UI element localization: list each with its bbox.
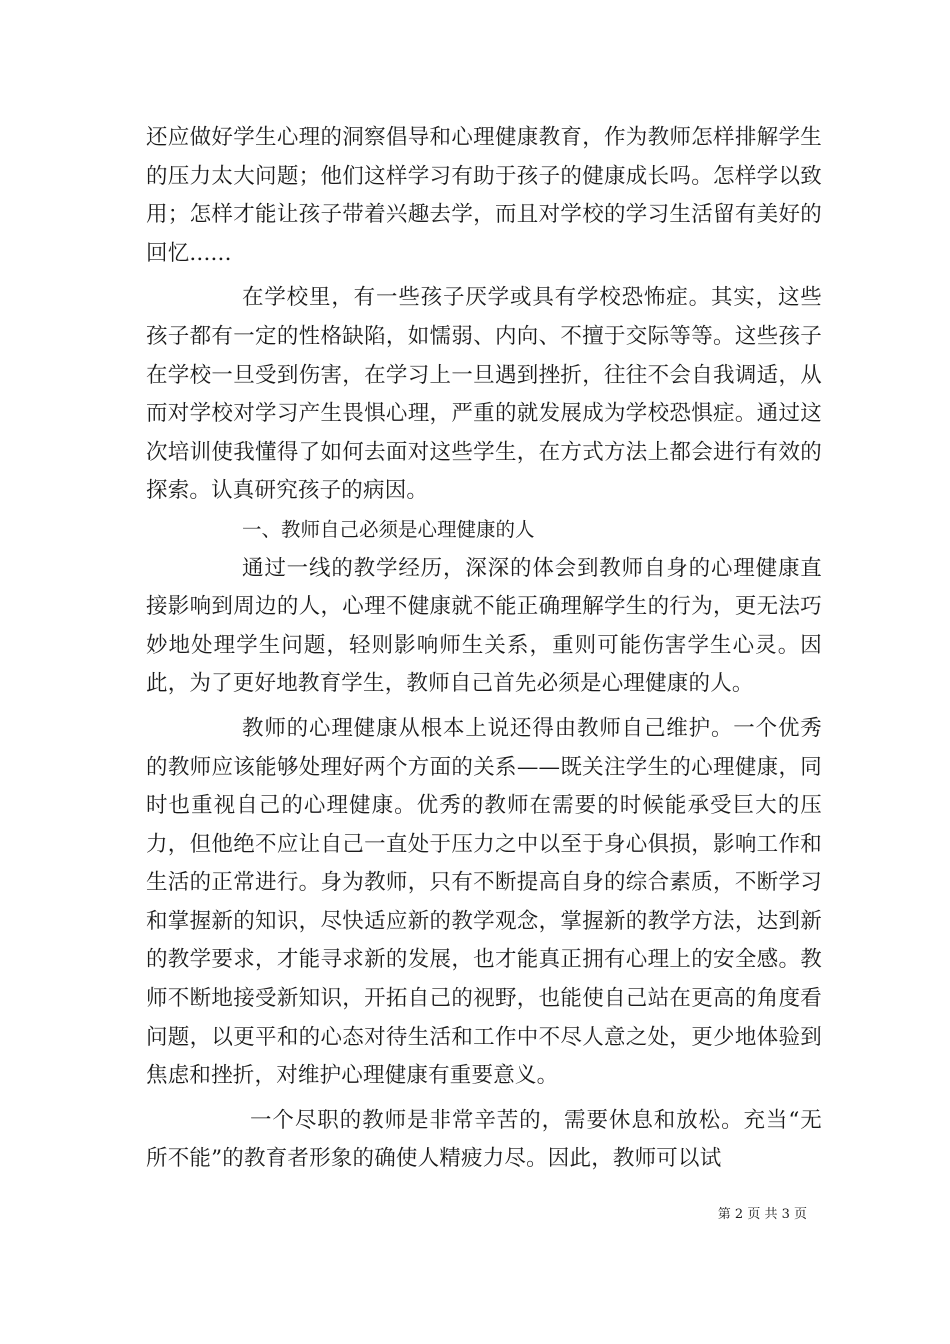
body-text — [146, 119, 822, 1179]
paragraph-3: 通过一线的教学经历，深深的体会到教师自身的心理健康直接影响到周边的人，心理不健康就不能正确理解学生的行为，更无法巧妙地处理学生问题，轻则影响师生关系，重则可能伤害学生心灵。因此，为了更好地教育学生，教师自己首先必须是心理健康的人。 — [146, 555, 822, 697]
section-heading-1: 一、教师自己必须是心理健康的人 — [242, 517, 535, 541]
paragraph-1: 还应做好学生心理的洞察倡导和心理健康教育，作为教师怎样排解学生的压力太大问题；他们这样学习有助于孩子的健康成长吗。怎样学以致用；怎样才能让孩子带着兴趣去学，而且对学校的学习生活留有美好的回忆...... — [146, 125, 822, 266]
paragraph-2: 在学校里，有一些孩子厌学或具有学校恐怖症。其实，这些孩子都有一定的性格缺陷，如懦弱、内向、不擅于交际等等。这些孩子在学校一旦受到伤害，在学习上一旦遇到挫折，往往不会自我调适，从而对学校对学习产生畏惧心理，严重的就发展成为学校恐惧症。通过这次培训使我懂得了如何去面对这些学生，在方式方法上都会进行有效的探索。认真研究孩子的病因。 — [146, 285, 822, 504]
paragraph-4: 教师的心理健康从根本上说还得由教师自己维护。一个优秀的教师应该能够处理好两个方面的关系——既关注学生的心理健康，同时也重视自己的心理健康。优秀的教师在需要的时候能承受巨大的压力，但他绝不应让自己一直处于压力之中以至于身心俱损，影响工作和生活的正常进行。身为教师，只有不断提高自身的综合素质，不断学习和掌握新的知识，尽快适应新的教学观念，掌握新的教学方法，达到新的教学要求，才能寻求新的发展，也才能真正拥有心理上的安全感。教师不断地接受新知识，开拓自己的视野，也能使自己站在更高的角度看问题，以更平和的心态对待生活和工作中不尽人意之处，更少地体验到焦虑和挫折，对维护心理健康有重要意义。 — [146, 715, 822, 1089]
paragraph-5: 一个尽职的教师是非常辛苦的，需要休息和放松。充当“无所不能”的教育者形象的确使人精疲力尽。因此，教师可以试 — [146, 1107, 822, 1172]
page-number: 第 2 页 共 3 页 — [717, 1207, 807, 1222]
